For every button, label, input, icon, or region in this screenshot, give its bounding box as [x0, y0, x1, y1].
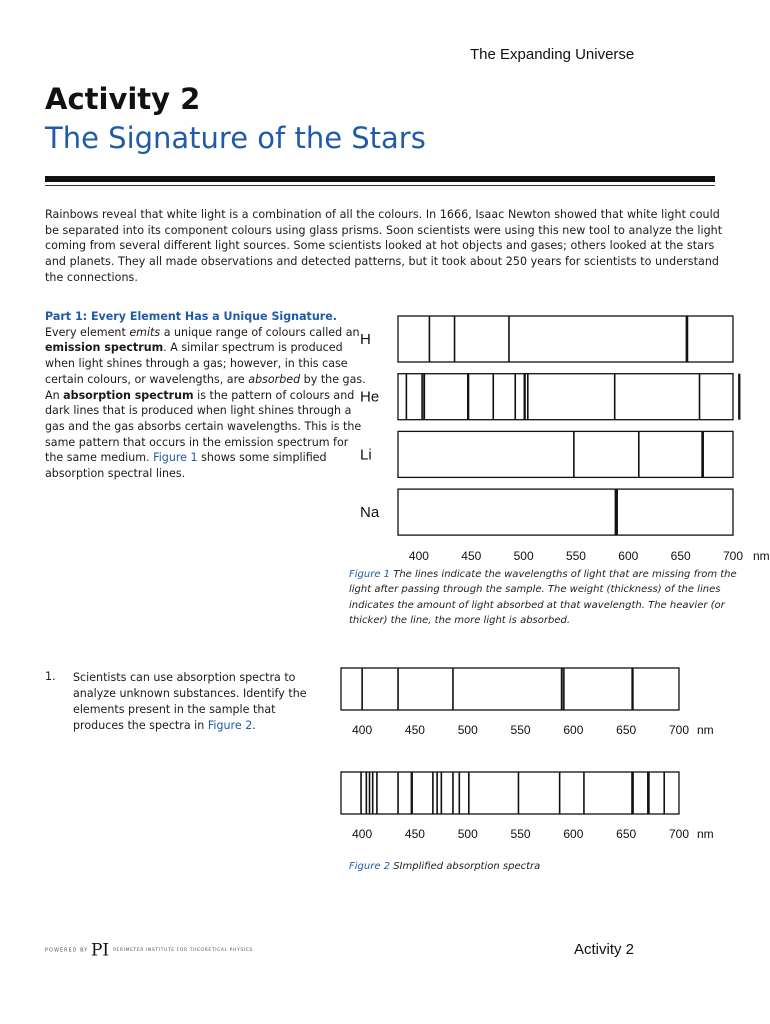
- absorbed-term: absorbed: [248, 372, 301, 386]
- figure2-chart: [335, 660, 735, 855]
- axis-unit-label: nm: [697, 827, 714, 841]
- axis-tick-label: 700: [722, 549, 744, 563]
- axis-tick-label: 550: [510, 827, 531, 841]
- spectrum-box: [398, 489, 733, 535]
- title-rule-thick: [45, 176, 715, 182]
- figure2-label: Figure 2: [349, 861, 391, 872]
- figure2-link[interactable]: Figure 2: [207, 719, 253, 732]
- spectrum-box: [341, 668, 679, 710]
- spectrum-label-na: Na: [360, 504, 380, 522]
- spectrum-box: [398, 431, 733, 477]
- axis-tick-label: 600: [618, 549, 639, 563]
- title-rule-thin: [45, 185, 715, 186]
- emission-spectrum-term: emission spectrum: [45, 341, 164, 355]
- activity-subtitle: The Signature of the Stars: [45, 121, 426, 155]
- axis-tick-label: 650: [616, 827, 637, 841]
- spectrum-box: [398, 374, 733, 420]
- absorption-spectrum-term: absorption spectrum: [63, 388, 194, 402]
- axis-tick-label: 700: [668, 827, 690, 841]
- axis-tick-label: 550: [565, 549, 586, 563]
- axis-tick-label: 500: [513, 549, 534, 563]
- axis-tick-label: 400: [352, 827, 373, 841]
- figure2-caption: Figure 2 SImplified absorption spectra: [349, 861, 541, 872]
- axis-unit-label: nm: [697, 723, 714, 737]
- axis-tick-label: 650: [616, 723, 637, 737]
- spectrum-box: [398, 316, 733, 362]
- axis-tick-label: 400: [408, 549, 429, 563]
- axis-tick-label: 500: [457, 723, 478, 737]
- part1-paragraph: Every element emits a unique range of colours called an emission spectrum. A similar spectrum is produced when light shines through a gas; however, in this case certain colours, or wavelengths, are absorbed by the gas. An absorption spectrum is the pattern of colours and dark lines that is produced when light shines through a gas and the gas absorbs certain wavelengths. This is the same pattern that occurs in the emission spectrum for the same medium. Figure 1 shows some simplified absorption spectral lines.: [45, 325, 366, 481]
- figure1-link[interactable]: Figure 1: [153, 451, 198, 465]
- intro-paragraph: Rainbows reveal that white light is a combination of all the colours. In 1666, Isaac Newton showed that white light could be separated into its component colours using glass prisms. Soon scientists were using this new tool to analyze the light coming from several different light sources. Some scientists looked at hot objects and gases; others looked at the stars and planets. They all made observations and detected patterns, but it took about 250 years for scientists to understand the connections.: [45, 208, 723, 284]
- axis-unit-label: nm: [753, 549, 770, 563]
- spectrum-label-he: He: [360, 388, 380, 406]
- axis-tick-label: 550: [510, 723, 531, 737]
- axis-tick-label: 500: [457, 827, 478, 841]
- axis-tick-label: 400: [352, 723, 373, 737]
- perimeter-logo: POWERED BY PI PERIMETER INSTITUTE FOR THEORETICAL PHYSICS: [45, 940, 253, 961]
- part1-section: [45, 309, 370, 482]
- question1-number: 1.: [45, 670, 56, 683]
- spectrum-label-h: H: [360, 331, 371, 348]
- part1-heading: Part 1: Every Element Has a Unique Signature.: [45, 310, 337, 323]
- figure1-label: Figure 1: [349, 569, 391, 580]
- figure1-chart: [345, 305, 770, 575]
- footer-activity-label: Activity 2: [574, 941, 635, 958]
- axis-tick-label: 450: [404, 827, 425, 841]
- emits-term: emits: [129, 325, 161, 339]
- activity-title: Activity 2: [45, 82, 201, 116]
- figure1-caption: Figure 1 The lines indicate the wavelengths of light that are missing from the light after passing through the sample. The weight (thickness) of the lines indicates the amount of light absorbed at that wavelength. The heavier (or thicker) the line, the more light is absorbed.: [349, 569, 737, 626]
- axis-tick-label: 600: [563, 827, 584, 841]
- question1-text: Scientists can use absorption spectra to analyze unknown substances. Identify the elements present in the sample that produces the spectra in Figure 2.: [73, 671, 307, 732]
- axis-tick-label: 600: [563, 723, 584, 737]
- axis-tick-label: 450: [461, 549, 482, 563]
- spectrum-label-li: Li: [360, 446, 372, 464]
- axis-tick-label: 700: [668, 723, 690, 737]
- spectrum-box: [341, 772, 679, 814]
- axis-tick-label: 650: [670, 549, 691, 563]
- axis-tick-label: 450: [404, 723, 425, 737]
- running-header: The Expanding Universe: [470, 46, 635, 63]
